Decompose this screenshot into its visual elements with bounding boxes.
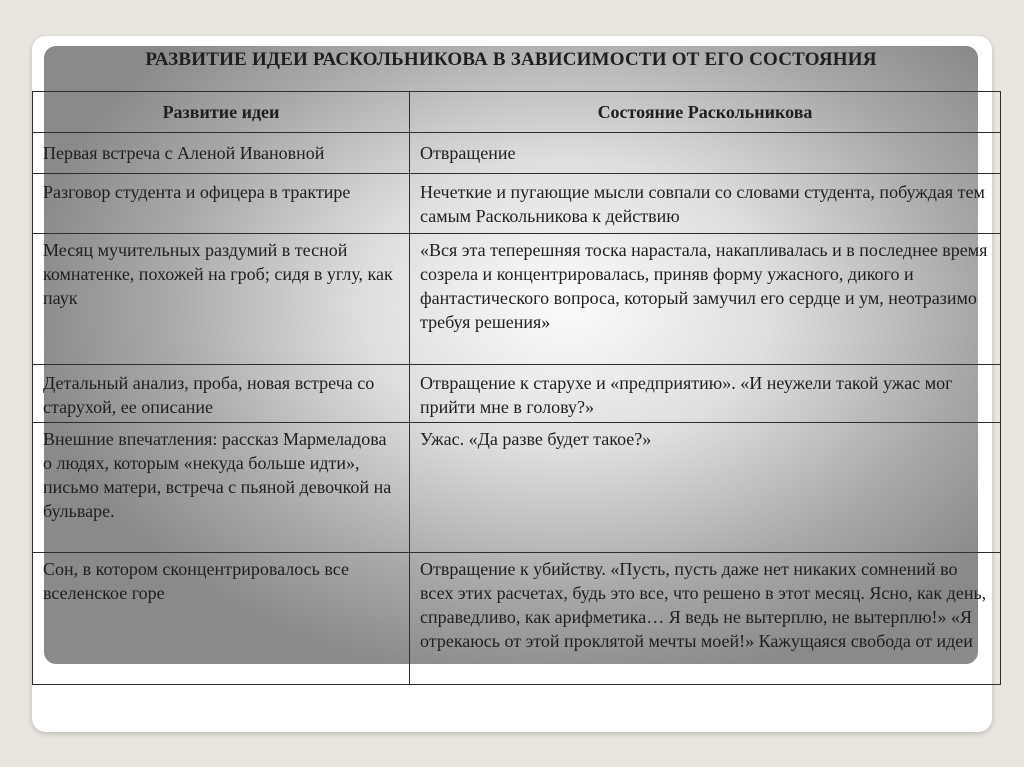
table-row	[33, 423, 1001, 553]
state-cell: Ужас. «Да разве будет такое?»	[410, 423, 1001, 553]
state-cell: Отвращение	[410, 133, 1001, 174]
idea-cell: Первая встреча с Аленой Ивановной	[33, 133, 410, 174]
idea-state-table	[32, 91, 1001, 685]
idea-cell: Сон, в котором сконцентрировалось все вселенское горе	[33, 553, 410, 685]
column-header-state: Состояние Раскольникова	[410, 92, 1001, 133]
state-cell: Отвращение к убийству. «Пусть, пусть даже нет никаких сомнений во всех этих расчетах, будь это все, что решено в этот месяц. Ясно, как день, справедливо, как арифметика… Я ведь не вытерплю, не вытерплю!» «Я отрекаюсь от этой проклятой мечты моей!» Кажущаяся свобода от идеи	[410, 553, 1001, 685]
idea-cell: Разговор студента и офицера в трактире	[33, 174, 410, 234]
table-row	[33, 365, 1001, 423]
table-header-row	[33, 92, 1001, 133]
table-row	[33, 133, 1001, 174]
idea-cell: Внешние впечатления: рассказ Мармеладова о людях, которым «некуда больше идти», письмо матери, встреча с пьяной девочкой на бульваре.	[33, 423, 410, 553]
state-cell: «Вся эта теперешняя тоска нарастала, накапливалась и в последнее время созрела и концентрировалась, приняв форму ужасного, дикого и фантастического вопроса, который замучил его сердце и ум, неотразимо требуя решения»	[410, 234, 1001, 365]
state-cell: Отвращение к старухе и «предприятию». «И неужели такой ужас мог прийти мне в голову?»	[410, 365, 1001, 423]
slide-title: РАЗВИТИЕ ИДЕИ РАСКОЛЬНИКОВА В ЗАВИСИМОСТИ ОТ ЕГО СОСТОЯНИЯ	[145, 49, 877, 70]
idea-cell: Месяц мучительных раздумий в тесной комнатенке, похожей на гроб; сидя в углу, как паук	[33, 234, 410, 365]
table-row	[33, 553, 1001, 685]
column-header-idea: Развитие идеи	[33, 92, 410, 133]
table-row	[33, 234, 1001, 365]
table-row	[33, 174, 1001, 234]
idea-cell: Детальный анализ, проба, новая встреча со старухой, ее описание	[33, 365, 410, 423]
state-cell: Нечеткие и пугающие мысли совпали со словами студента, побуждая тем самым Раскольникова к действию	[410, 174, 1001, 234]
